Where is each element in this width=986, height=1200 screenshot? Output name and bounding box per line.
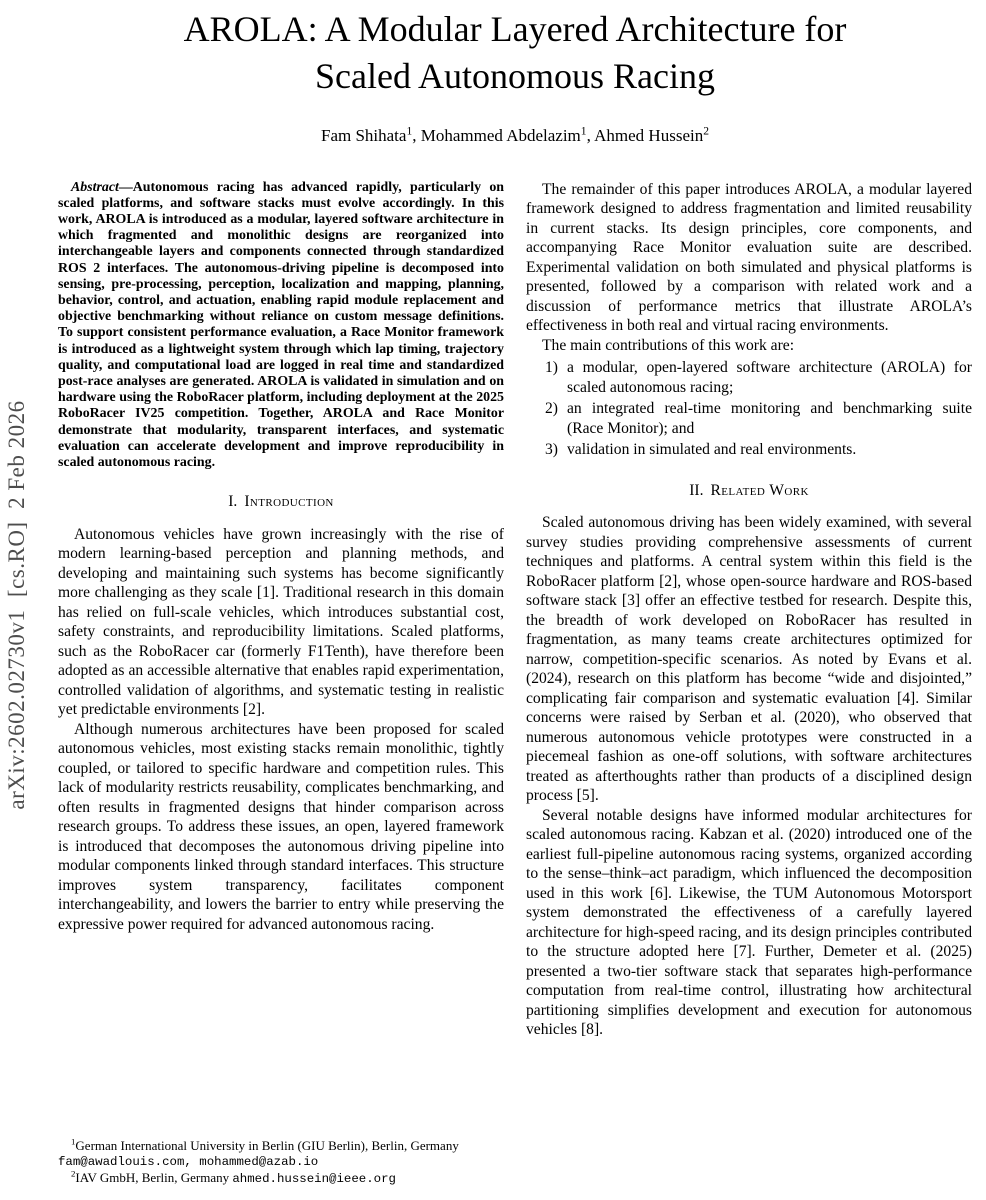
footnote-2-text: IAV GmbH, Berlin, Germany: [75, 1170, 233, 1186]
two-column-body: [58, 180, 972, 1192]
footnote-1: [58, 1138, 504, 1154]
contribution-3-text: validation in simulated and real environments.: [567, 441, 857, 459]
abstract-text: —Autonomous racing has advanced rapidly, particularly on scaled platforms, and software stacks must evolve accordingly. In this work, AROLA is introduced as a modular, layered software architecture in which fragmented and monolithic designs are reorganized into interchangeable layers and components connected through standardized ROS 2 interfaces. The autonomous-driving pipeline is decomposed into sensing, pre-processing, perception, localization and mapping, planning, behavior, control, and actuation, enabling rapid module replacement and objective benchmarking without reliance on custom message definitions. To support consistent performance evaluation, a Race Monitor framework is introduced as a lightweight system through which lap timing, trajectory quality, and computational load are logged in real time and standardized post-race analyses are generated. AROLA is validated in simulation and on hardware using the RoboRacer platform, including deployment at the 2025 RoboRacer IV25 competition. Together, AROLA and Race Monitor demonstrate that modularity, transparent interfaces, and systematic evaluation can accelerate development and improve reproducibility in scaled autonomous racing.: [58, 179, 504, 471]
contribution-item-3: [532, 440, 972, 460]
section-heading-related-work: [526, 481, 972, 501]
footnote-1-emails: fam@awadlouis.com, mohammed@azab.io: [58, 1155, 319, 1170]
contribution-3-number: 3): [545, 441, 558, 459]
author-3-name: Ahmed Hussein: [594, 125, 704, 145]
section-title: Related Work: [710, 481, 809, 499]
abstract-label: Abstract: [71, 179, 119, 195]
paper-title-line-2: Scaled Autonomous Racing: [315, 55, 715, 96]
section-title: Introduction: [244, 493, 334, 511]
contributions-intro: The main contributions of this work are:: [542, 336, 795, 354]
contribution-item-2: [532, 399, 972, 438]
related-work-paragraph-2: Several notable designs have informed modular architectures for scaled autonomous racing. Kabzan et al. (2020) introduced one of the earliest full-pipeline autonomous racing systems, organized according to the sense–think–act paradigm, which influenced the decomposition used in this work [6]. Likewise, the TUM Autonomous Motorsport system demonstrated the effectiveness of a carefully layered architecture for high-speed racing, and its design principles contributed to the structure adopted here [7]. Further, Demeter et al. (2025) presented a two-tier software stack that separates high-performance computation from real-time control, illustrating how architectural partitioning simplifies development and execution for autonomous vehicles [8].: [526, 806, 972, 1039]
contribution-1-text: a modular, open-layered software architecture (AROLA) for scaled autonomous racing;: [567, 359, 972, 396]
authors-line: [58, 123, 972, 146]
author-separator: ,: [586, 125, 591, 145]
paper-title-line-1: AROLA: A Modular Layered Architecture for: [183, 9, 847, 49]
author-3-affiliation-marker: 2: [703, 123, 709, 137]
left-column: [58, 180, 504, 1192]
footnote-2: [58, 1170, 504, 1187]
author-2-name: Mohammed Abdelazim: [420, 125, 581, 145]
contribution-2-text: an integrated real-time monitoring and benchmarking suite (Race Monitor); and: [567, 400, 972, 437]
section-number: II.: [689, 481, 704, 499]
author-separator: ,: [412, 125, 417, 145]
introduction-paragraph-1: Autonomous vehicles have grown increasingly with the rise of modern learning-based perception and planning methods, and developing and maintaining such systems has become significantly more challenging as they scale [1]. Traditional research in this domain has relied on full-scale vehicles, which introduces substantial cost, safety constraints, and reproducibility limitations. Scaled platforms, such as the RoboRacer car (formerly F1Tenth), have therefore been adopted as an accessible alternative that enables rapid experimentation, controlled validation of algorithms, and systematic testing in realistic yet predictable environments [2].: [58, 525, 504, 719]
author-3: [594, 123, 709, 145]
author-1: [320, 123, 417, 145]
related-work-paragraph-1: Scaled autonomous driving has been widely examined, with several survey studies providing comprehensive assessments of current techniques and platforms. A central system within this field is the RoboRacer platform [2], whose open-source hardware and ROS-based software stack [3] offer an effective testbed for research. Despite this, the breadth of work developed on RoboRacer has resulted in fragmentation, as many teams create architectures optimized for narrow, competition-specific scenarios. As noted by Evans et al. (2024), research on this platform has become “wide and disjointed,” complicating fair comparison and systematic evaluation [4]. Similar concerns were raised by Serban et al. (2020), who observed that numerous autonomous vehicle prototypes were constructed in a piecemeal fashion as one-off solutions, with software architectures treated as afterthoughts rather than products of a disciplined design process [5].: [526, 514, 972, 805]
footnotes: [58, 1138, 504, 1192]
contribution-2-number: 2): [545, 400, 558, 418]
footnote-2-marker: 2: [71, 1169, 76, 1180]
footnote-1-text: German International University in Berlin (GIU Berlin), Berlin, Germany: [75, 1137, 459, 1153]
author-2-affiliation-marker: 1: [580, 123, 587, 137]
introduction-paragraph-2: Although numerous architectures have been proposed for scaled autonomous vehicles, most existing stacks remain monolithic, tightly coupled, or tailored to specific hardware and competition rules. This lack of modularity restricts reusability, complicates benchmarking, and often results in fragmented designs that hinder comparison across research groups. To address these issues, an open, layered framework is introduced that decomposes the autonomous driving pipeline into modular components linked through standard interfaces. This structure improves system transparency, facilitates component interchangeability, and lowers the barrier to entry while preserving the expressive power required for advanced autonomous racing.: [58, 720, 504, 933]
arxiv-watermark: arXiv:2602.02730v1 [cs.RO] 2 Feb 2026: [4, 400, 29, 810]
footnote-2-email: ahmed.hussein@ieee.org: [232, 1172, 396, 1187]
section-heading-introduction: [58, 492, 504, 512]
footnote-1-marker: 1: [71, 1136, 76, 1147]
author-1-affiliation-marker: 1: [406, 123, 413, 137]
author-1-name: Fam Shihata: [320, 125, 407, 145]
contribution-1-number: 1): [545, 359, 558, 377]
right-column: [526, 180, 972, 1192]
author-2: [420, 123, 591, 145]
remainder-paragraph: The remainder of this paper introduces AROLA, a modular layered framework designed to address fragmentation and limited reusability in current stacks. Its design principles, core components, and accompanying Race Monitor evaluation suite are described. Experimental validation on both simulated and physical platforms is presented, followed by a comparison with related work and a discussion of performance metrics that illustrate AROLA’s effectiveness in both real and virtual racing environments.: [526, 180, 972, 335]
section-number: I.: [228, 493, 238, 511]
contribution-item-1: [532, 358, 972, 397]
contributions-list: [532, 358, 972, 460]
abstract: [58, 180, 504, 472]
paper-title: [58, 6, 972, 100]
